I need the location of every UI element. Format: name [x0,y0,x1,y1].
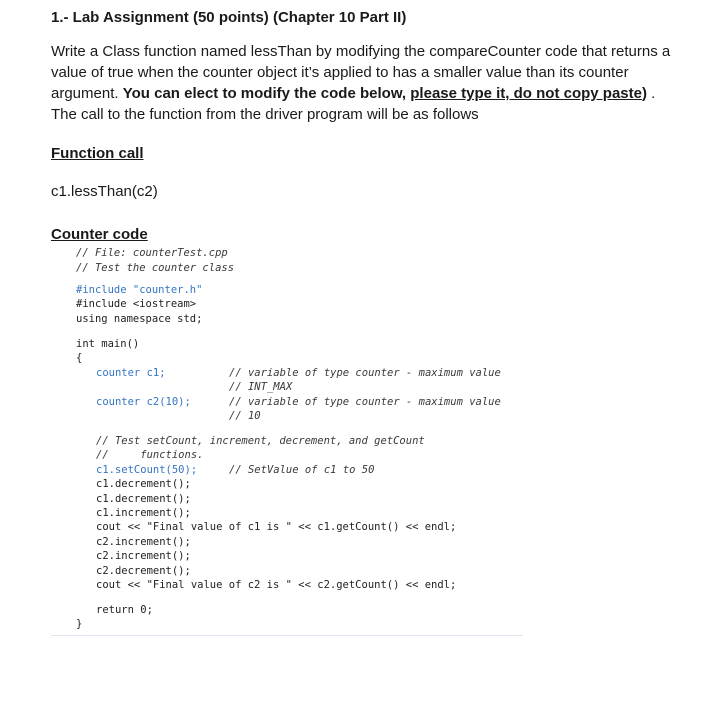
instructions-bold-close: ) [641,85,647,102]
code-comment: // 10 [229,410,261,422]
instructions-bold: You can elect to modify the code below, [122,85,411,102]
code-line: c2.increment(); [96,550,191,562]
instructions-bold-underline: please type it, do not copy paste [410,85,642,102]
code-line: using namespace std; [76,313,203,325]
code-line: return 0; [96,604,153,616]
code-line: c2.increment(); [96,536,191,548]
code-line: cout << "Final value of c2 is " << c2.getCount() << endl; [96,579,457,591]
code-line: counter c2(10); [96,396,191,408]
code-line: // Test setCount, increment, decrement, and getCount [96,435,425,447]
assignment-title: 1.- Lab Assignment (50 points) (Chapter 10 Part II) [51,9,407,26]
code-line: counter c1; [96,367,166,379]
code-line: // File: counterTest.cpp [76,247,228,259]
code-line: c1.decrement(); [96,478,191,490]
code-line: int main() [76,338,140,350]
code-comment: // INT_MAX [229,381,293,393]
code-line: c1.decrement(); [96,493,191,505]
instructions-text-end: . The call to the function from the driver program will be as follows [51,85,656,123]
code-line: { [76,352,83,364]
code-comment: // variable of type counter - maximum value [229,367,501,379]
code-line: } [76,618,83,630]
code-comment: // variable of type counter - maximum value [229,396,501,408]
code-line: #include "counter.h" [76,284,203,296]
code-line: c1.increment(); [96,507,191,519]
code-line: // Test the counter class [76,262,235,274]
code-line: #include <iostream> [76,298,197,310]
counter-code-heading: Counter code [51,226,148,243]
function-call-code: c1.lessThan(c2) [51,183,158,200]
instructions-text: Write a Class function named lessThan by modifying the compareCounter code that returns a value of true when the counter object it’s applied to has a smaller value than its counter argument. [51,43,671,102]
function-call-heading: Function call [51,145,144,162]
code-comment: // SetValue of c1 to 50 [229,464,375,476]
code-divider [51,635,523,636]
instructions-paragraph [51,41,671,125]
code-line: // functions. [96,449,204,461]
code-line: c2.decrement(); [96,565,191,577]
code-line: cout << "Final value of c1 is " << c1.getCount() << endl; [96,521,457,533]
code-line: c1.setCount(50); [96,464,198,476]
